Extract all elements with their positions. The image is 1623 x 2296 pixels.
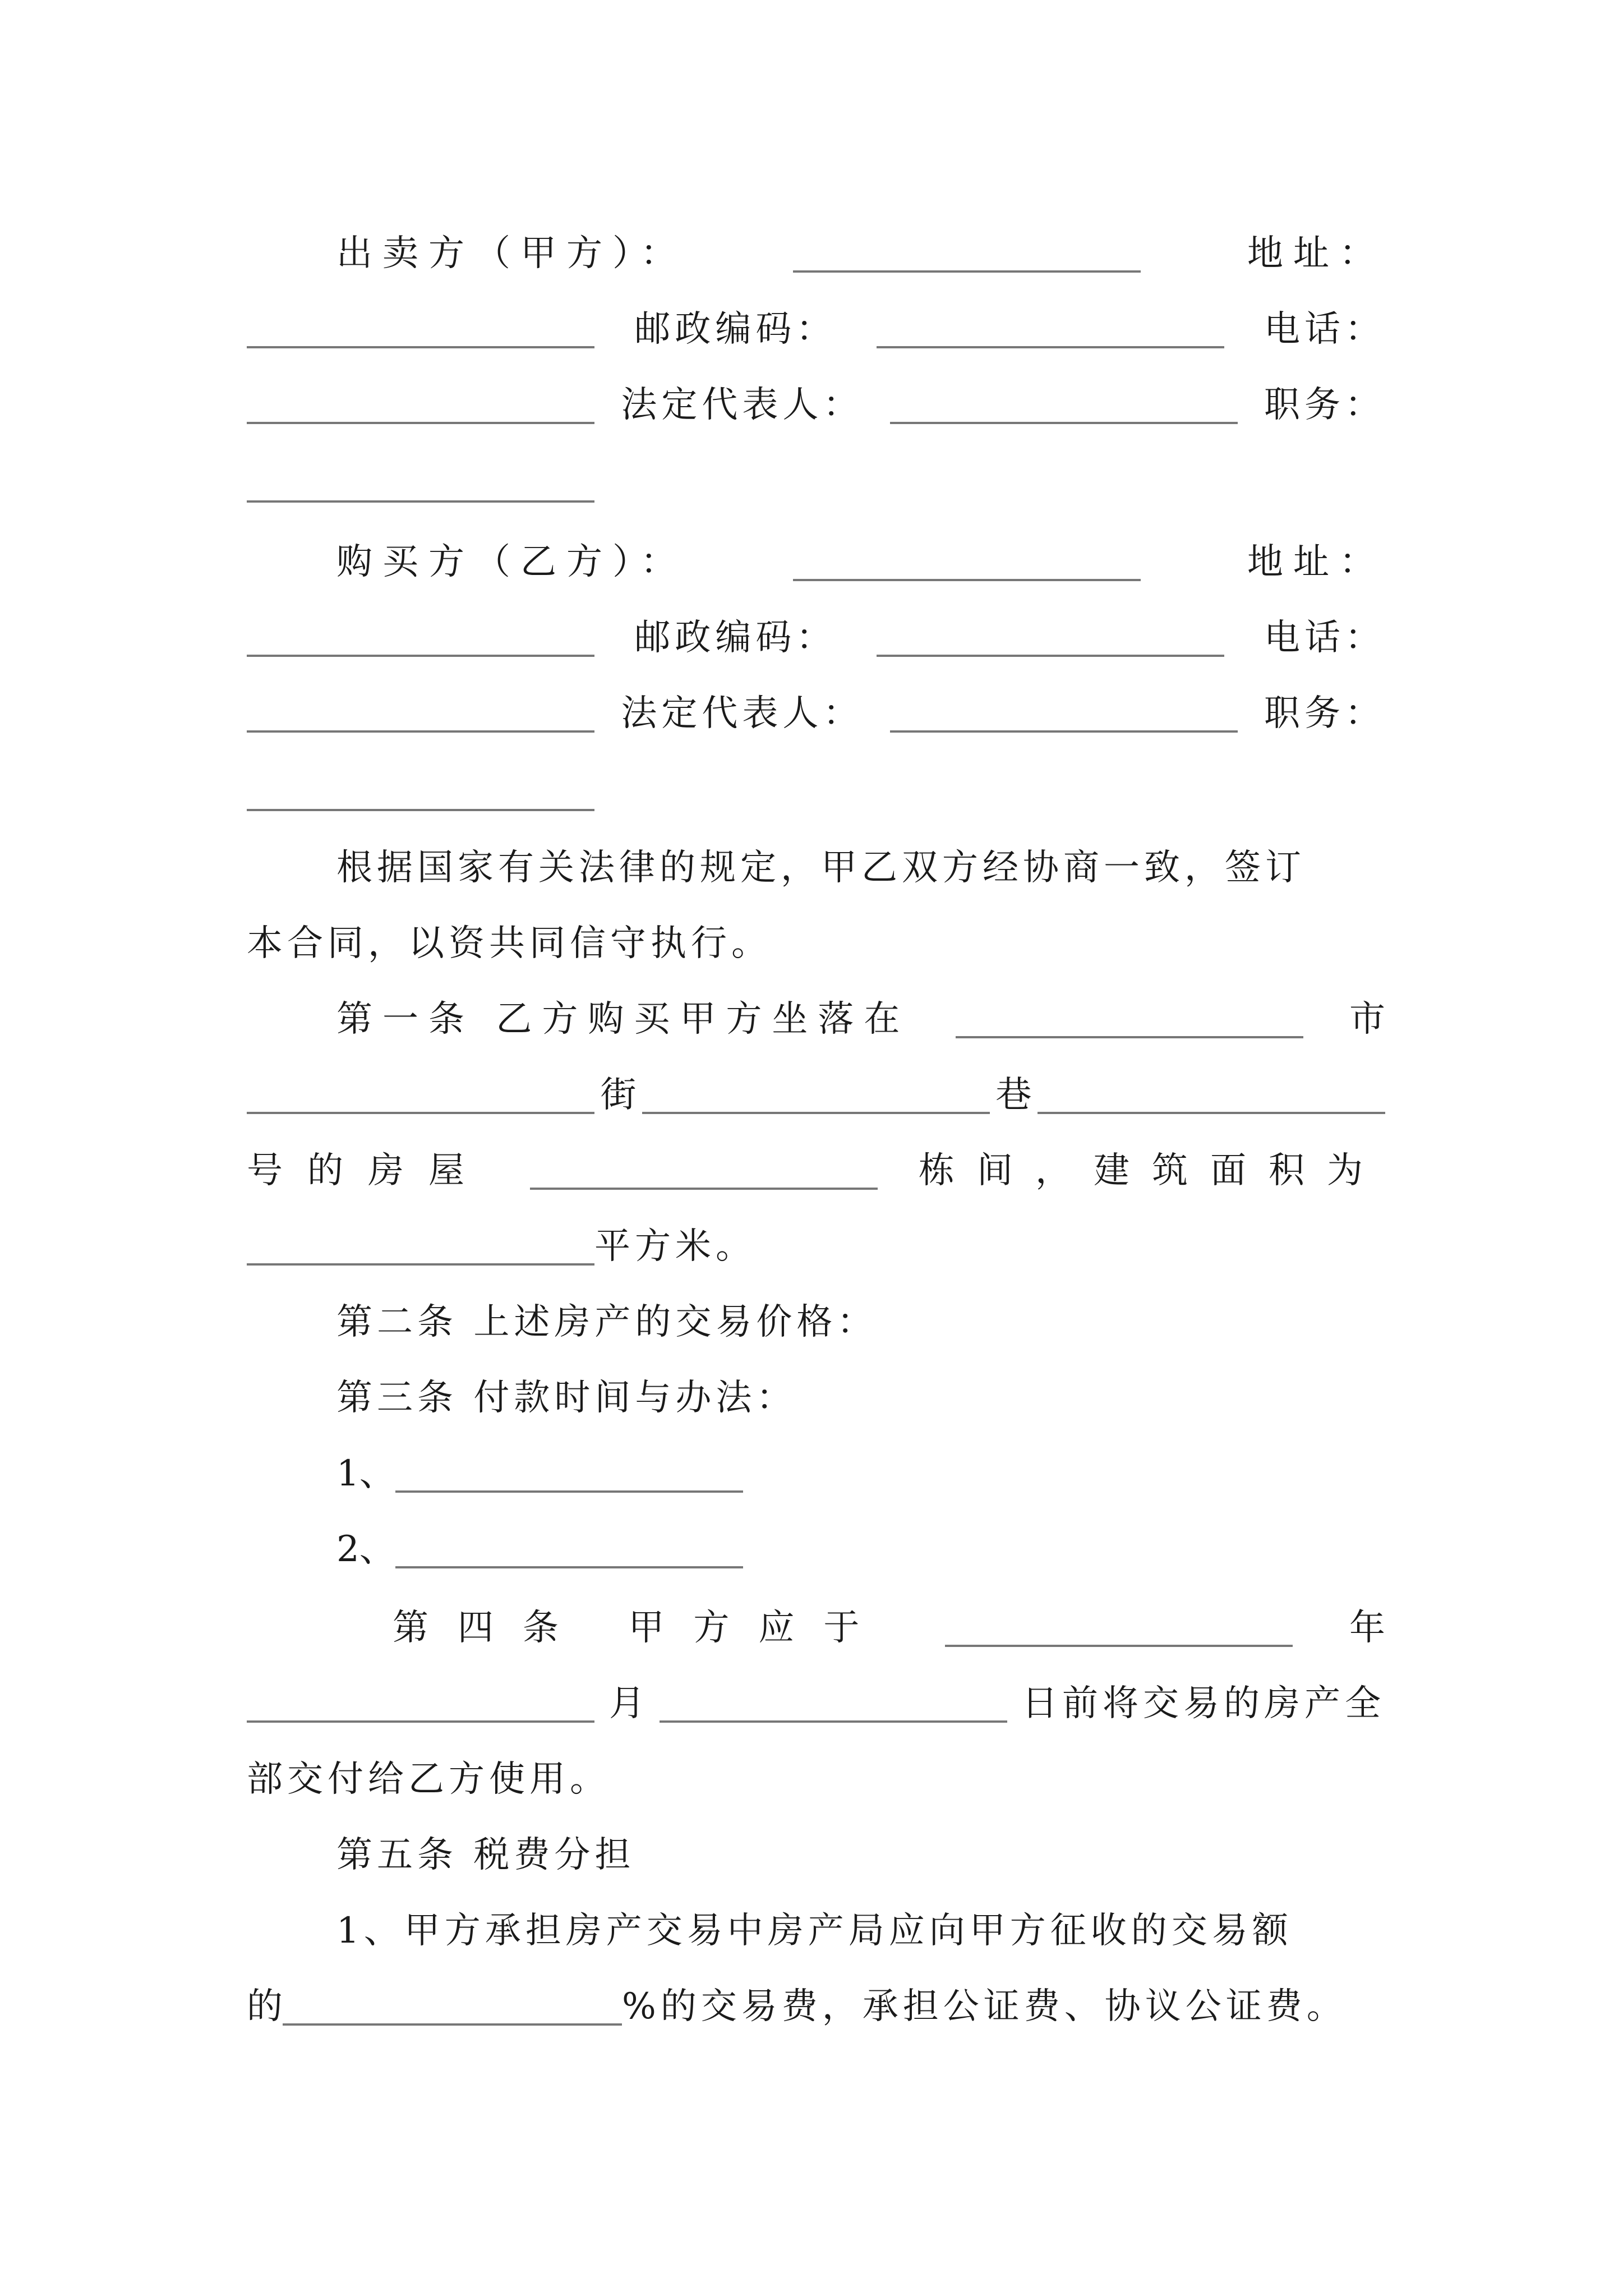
buyer-phone-label: 电话： [1264, 617, 1385, 659]
article1-line-2 [247, 1055, 1385, 1116]
article4-month-blank[interactable] [247, 1720, 594, 1723]
preamble-text-1: 根据国家有关法律的规定，甲乙双方经协商一致，签订 [336, 847, 1306, 889]
article1-street-label: 街 [600, 1074, 637, 1116]
seller-postcode-label: 邮政编码： [634, 309, 837, 350]
buyer-legal-rep-label: 法定代表人： [621, 693, 864, 734]
article1-rooms-blank[interactable] [530, 1188, 878, 1190]
article1-number-blank[interactable] [1038, 1112, 1385, 1114]
article1-rooms-label: 栋间，建筑面积为 [919, 1150, 1385, 1191]
article1-lane-blank[interactable] [642, 1112, 990, 1114]
buyer-line-2 [247, 597, 1385, 659]
seller-postcode-blank[interactable] [877, 346, 1224, 348]
article4-line3-text: 部交付给乙方使用。 [247, 1759, 610, 1800]
seller-line-4 [247, 443, 1385, 505]
buyer-address-label: 地址： [1247, 541, 1385, 583]
seller-legal-rep-label: 法定代表人： [621, 384, 864, 426]
article1-city-blank[interactable] [956, 1036, 1303, 1038]
article5-item1-line-2 [247, 1966, 1385, 2028]
article3-item2-line [336, 1509, 1385, 1571]
article1-area-blank[interactable] [247, 1263, 594, 1266]
article5-item1-line-1 [336, 1890, 1385, 1952]
article1-line-1 [336, 979, 1385, 1041]
article3-item1-number: 1、 [336, 1453, 395, 1494]
preamble-text-2: 本合同，以资共同信守执行。 [247, 923, 772, 964]
article1-sqm-label: 平方米。 [594, 1226, 756, 1267]
article5-item1-prefix: 的 [247, 1986, 283, 2027]
article3-item1-blank[interactable] [395, 1490, 743, 1493]
article4-line-1 [393, 1588, 1385, 1649]
article5-title-line [336, 1815, 1385, 1876]
buyer-phone-blank[interactable] [247, 730, 594, 733]
article4-year-blank[interactable] [945, 1645, 1293, 1647]
article4-year-label: 年 [1349, 1607, 1385, 1649]
buyer-label: 购买方（乙方）： [336, 541, 686, 583]
seller-legal-rep-blank[interactable] [890, 422, 1238, 424]
buyer-line-4 [247, 752, 1385, 813]
seller-position-label: 职务： [1264, 384, 1385, 426]
article3-item2-number: 2、 [336, 1529, 395, 1570]
seller-position-blank[interactable] [247, 500, 594, 503]
preamble-line-1 [336, 827, 1385, 889]
article2-line [336, 1282, 1385, 1343]
seller-address-blank[interactable] [247, 346, 594, 348]
seller-line-1 [336, 213, 1385, 275]
seller-line-3 [247, 365, 1385, 426]
article3-title: 第三条 付款时间与办法： [336, 1377, 797, 1419]
article4-line-2 [247, 1663, 1385, 1725]
article4-month-label: 月 [609, 1683, 645, 1724]
article2-text: 第二条 上述房产的交易价格： [336, 1301, 878, 1343]
article1-lane-label: 巷 [995, 1074, 1032, 1116]
seller-name-blank[interactable] [793, 270, 1141, 273]
buyer-legal-rep-blank[interactable] [890, 730, 1238, 733]
seller-address-label: 地址： [1247, 233, 1385, 274]
article3-item2-blank[interactable] [395, 1566, 743, 1568]
buyer-address-blank[interactable] [247, 655, 594, 657]
buyer-position-label: 职务： [1264, 693, 1385, 734]
seller-phone-label: 电话： [1264, 309, 1385, 350]
article5-title: 第五条 税费分担 [336, 1834, 635, 1876]
article1-prefix: 第一条 乙方购买甲方坐落在 [336, 999, 910, 1040]
buyer-line-1 [336, 522, 1385, 583]
buyer-position-blank[interactable] [247, 809, 594, 811]
article5-percent-blank[interactable] [283, 2023, 622, 2026]
seller-label: 出卖方（甲方）： [336, 233, 686, 274]
article1-line-3 [247, 1130, 1385, 1192]
preamble-line-2 [247, 903, 1385, 965]
article4-day-blank[interactable] [660, 1720, 1007, 1723]
article5-item1-suffix: %的交易费，承担公证费、协议公证费。 [622, 1986, 1347, 2027]
buyer-postcode-blank[interactable] [877, 655, 1224, 657]
article4-prefix: 第四条 甲方应于 [393, 1607, 889, 1649]
article4-day-text: 日前将交易的房产全 [1022, 1683, 1385, 1724]
article1-city-label: 市 [1349, 999, 1385, 1040]
article1-house-label: 号的房屋 [247, 1150, 489, 1191]
buyer-postcode-label: 邮政编码： [634, 617, 837, 659]
seller-line-2 [247, 289, 1385, 351]
article3-item1-line [336, 1433, 1385, 1495]
seller-phone-blank[interactable] [247, 422, 594, 424]
buyer-line-3 [247, 673, 1385, 735]
article4-line-3 [247, 1739, 1385, 1801]
article5-item1-text: 1、甲方承担房产交易中房产局应向甲方征收的交易额 [336, 1910, 1293, 1952]
article3-title-line [336, 1358, 1385, 1419]
article1-line-4 [247, 1206, 1385, 1268]
buyer-name-blank[interactable] [793, 579, 1141, 581]
article1-street-blank[interactable] [247, 1112, 594, 1114]
